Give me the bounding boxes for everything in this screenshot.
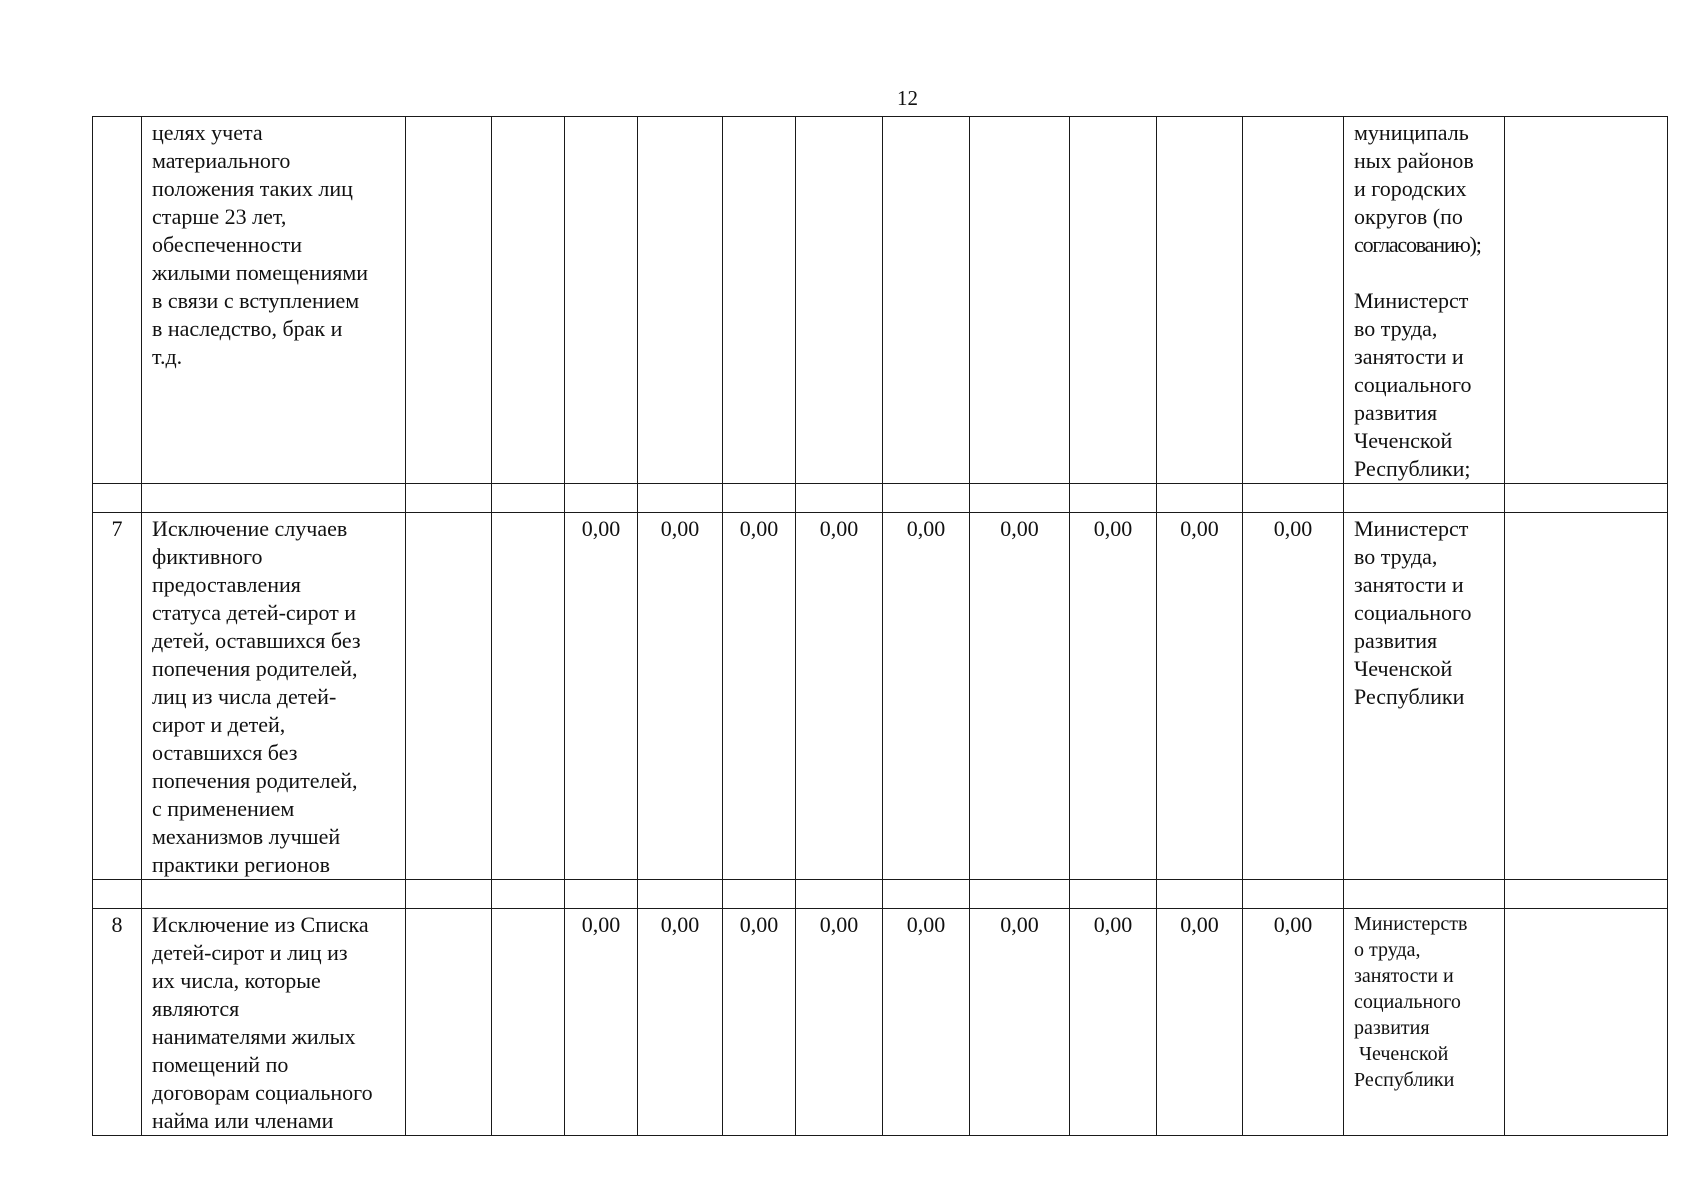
description-line: в связи с вступлением <box>152 288 360 313</box>
description-line: сирот и детей, <box>152 712 286 737</box>
value-cell <box>970 117 1070 484</box>
empty-cell <box>796 880 883 909</box>
responsible-line: занятости и <box>1354 344 1464 369</box>
empty-cell <box>1157 484 1243 513</box>
blank-line <box>1354 259 1500 287</box>
responsible-line: согласованию); <box>1354 232 1481 257</box>
empty-cell <box>142 880 406 909</box>
empty-cell <box>406 117 492 484</box>
value-cell <box>883 117 970 484</box>
empty-cell <box>142 484 406 513</box>
empty-cell <box>1505 484 1668 513</box>
empty-cell <box>970 880 1070 909</box>
responsible-line: о труда, <box>1354 939 1421 961</box>
description-line: старше 23 лет, <box>152 204 287 229</box>
description-line: найма или членами <box>152 1108 334 1133</box>
description-line: Исключение случаев <box>152 516 348 541</box>
responsible-line: развития <box>1354 1017 1430 1039</box>
value-cell: 0,00 <box>565 513 638 880</box>
responsible-line: занятости и <box>1354 965 1454 987</box>
responsible-line: Республики <box>1354 684 1465 709</box>
description-line: жилыми помещениями <box>152 260 369 285</box>
responsible-line: Чеченской <box>1354 656 1453 681</box>
empty-cell <box>1505 909 1668 1136</box>
empty-cell <box>1344 484 1505 513</box>
value-cell: 0,00 <box>565 909 638 1136</box>
value-cell: 0,00 <box>970 513 1070 880</box>
responsible-line: социального <box>1354 991 1461 1013</box>
value-cell <box>638 117 723 484</box>
empty-cell <box>1070 484 1157 513</box>
empty-cell <box>406 484 492 513</box>
value-cell: 0,00 <box>1157 909 1243 1136</box>
description-line: обеспеченности <box>152 232 303 257</box>
responsible-executor <box>1344 909 1505 1136</box>
description-line: целях учета <box>152 120 263 145</box>
responsible-line: социального <box>1354 600 1472 625</box>
responsible-line: Министерст <box>1354 516 1469 541</box>
responsible-line: муниципаль <box>1354 120 1469 145</box>
empty-cell <box>492 117 565 484</box>
value-cell <box>796 117 883 484</box>
description-line: с применением <box>152 796 295 821</box>
description-line: лиц из числа детей- <box>152 684 337 709</box>
responsible-line: Чеченской <box>1354 1043 1449 1065</box>
empty-cell <box>723 484 796 513</box>
description-line: нанимателями жилых <box>152 1024 356 1049</box>
table-row <box>93 513 1668 880</box>
value-cell: 0,00 <box>638 513 723 880</box>
page-number: 12 <box>897 86 918 110</box>
value-cell: 0,00 <box>796 909 883 1136</box>
spacer-row <box>93 880 1668 909</box>
empty-cell <box>565 484 638 513</box>
value-cell: 0,00 <box>723 513 796 880</box>
empty-cell <box>1243 484 1344 513</box>
description-line: попечения родителей, <box>152 656 358 681</box>
responsible-line: Министерст <box>1354 288 1469 313</box>
responsible-line: социального <box>1354 372 1472 397</box>
empty-cell <box>406 909 492 1136</box>
responsible-line: Министерств <box>1354 913 1468 935</box>
responsible-line: ных районов <box>1354 148 1474 173</box>
value-cell: 0,00 <box>1157 513 1243 880</box>
responsible-line: Чеченской <box>1354 428 1453 453</box>
description-line: предоставления <box>152 572 301 597</box>
description-line: договорам социального <box>152 1080 373 1105</box>
empty-cell <box>723 880 796 909</box>
empty-cell <box>492 484 565 513</box>
measures-table <box>92 116 1668 1136</box>
empty-cell <box>406 513 492 880</box>
empty-cell <box>93 880 142 909</box>
responsible-executor <box>1344 117 1505 484</box>
empty-cell <box>796 484 883 513</box>
row-index: 7 <box>93 513 142 880</box>
value-cell: 0,00 <box>796 513 883 880</box>
value-cell <box>1070 117 1157 484</box>
measure-description <box>142 117 406 484</box>
empty-cell <box>638 484 723 513</box>
value-cell <box>1243 117 1344 484</box>
empty-cell <box>1344 880 1505 909</box>
description-line: т.д. <box>152 344 183 369</box>
empty-cell <box>1157 880 1243 909</box>
table-row <box>93 117 1668 484</box>
description-line: Исключение из Списка <box>152 912 369 937</box>
row-index <box>93 117 142 484</box>
value-cell: 0,00 <box>1243 909 1344 1136</box>
description-line: положения таких лиц <box>152 176 353 201</box>
responsible-line: развития <box>1354 628 1438 653</box>
value-cell: 0,00 <box>883 513 970 880</box>
empty-cell <box>883 880 970 909</box>
description-line: материального <box>152 148 291 173</box>
empty-cell <box>970 484 1070 513</box>
description-line: детей, оставшихся без <box>152 628 361 653</box>
responsible-line: во труда, <box>1354 316 1438 341</box>
description-line: практики регионов <box>152 852 331 877</box>
empty-cell <box>492 909 565 1136</box>
value-cell: 0,00 <box>1070 513 1157 880</box>
value-cell <box>565 117 638 484</box>
empty-cell <box>565 880 638 909</box>
table-row <box>93 909 1668 1136</box>
empty-cell <box>1505 880 1668 909</box>
empty-cell <box>638 880 723 909</box>
description-line: попечения родителей, <box>152 768 358 793</box>
responsible-line: и городских <box>1354 176 1467 201</box>
responsible-line: развития <box>1354 400 1438 425</box>
responsible-line: занятости и <box>1354 572 1464 597</box>
empty-cell <box>1505 513 1668 880</box>
row-index: 8 <box>93 909 142 1136</box>
empty-cell <box>492 513 565 880</box>
responsible-line: округов (по <box>1354 204 1463 229</box>
description-line: помещений по <box>152 1052 289 1077</box>
value-cell: 0,00 <box>1070 909 1157 1136</box>
responsible-line: Республики; <box>1354 456 1471 481</box>
description-line: оставшихся без <box>152 740 298 765</box>
measure-description <box>142 909 406 1136</box>
description-line: фиктивного <box>152 544 263 569</box>
empty-cell <box>93 484 142 513</box>
empty-cell <box>883 484 970 513</box>
value-cell: 0,00 <box>638 909 723 1136</box>
spacer-row <box>93 484 1668 513</box>
description-line: являются <box>152 996 240 1021</box>
responsible-executor <box>1344 513 1505 880</box>
value-cell <box>723 117 796 484</box>
empty-cell <box>1243 880 1344 909</box>
description-line: статуса детей-сирот и <box>152 600 357 625</box>
description-line: их числа, которые <box>152 968 321 993</box>
empty-cell <box>406 880 492 909</box>
empty-cell <box>1505 117 1668 484</box>
description-line: в наследство, брак и <box>152 316 343 341</box>
value-cell <box>1157 117 1243 484</box>
value-cell: 0,00 <box>723 909 796 1136</box>
responsible-line: во труда, <box>1354 544 1438 569</box>
measure-description <box>142 513 406 880</box>
responsible-line: Республики <box>1354 1069 1455 1091</box>
value-cell: 0,00 <box>883 909 970 1136</box>
value-cell: 0,00 <box>970 909 1070 1136</box>
description-line: механизмов лучшей <box>152 824 341 849</box>
value-cell: 0,00 <box>1243 513 1344 880</box>
description-line: детей-сирот и лиц из <box>152 940 348 965</box>
empty-cell <box>492 880 565 909</box>
empty-cell <box>1070 880 1157 909</box>
